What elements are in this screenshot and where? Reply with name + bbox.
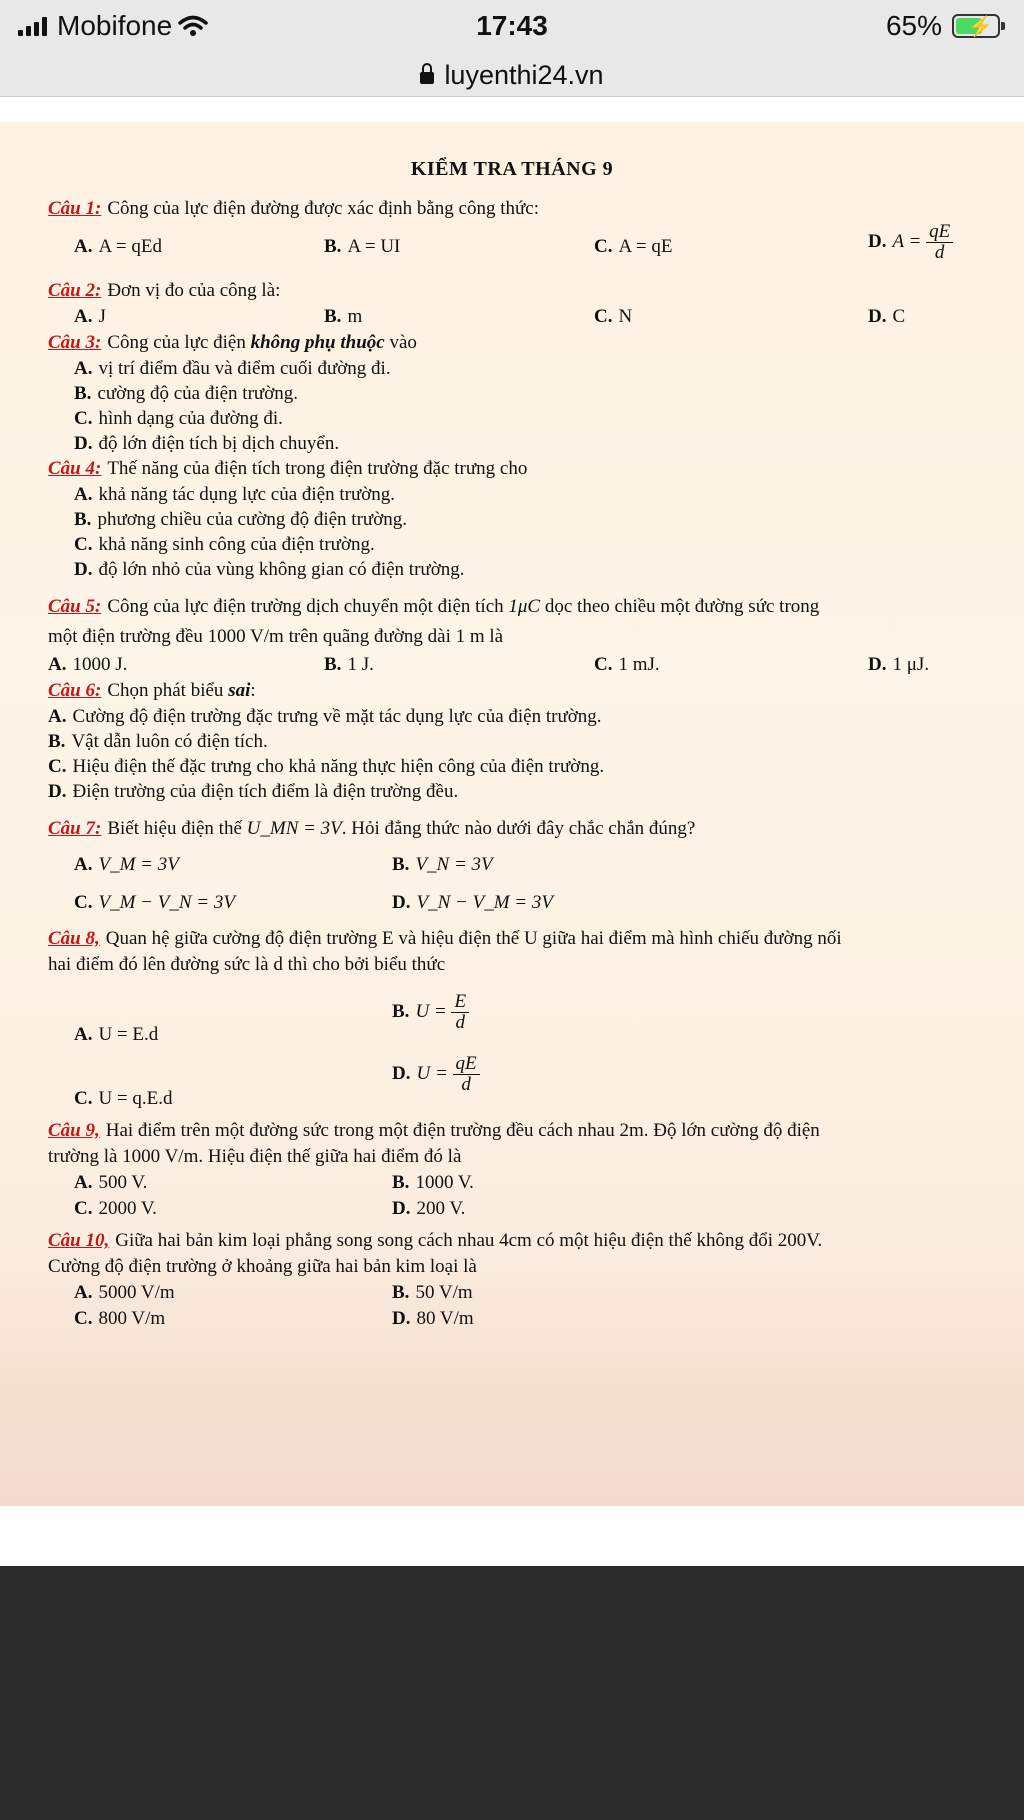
q5-option-b: B. 1 J. bbox=[324, 654, 374, 675]
question-1: Câu 1: Công của lực điện đường được xác định bằng công thức: bbox=[48, 198, 540, 219]
q4-option-d: D. độ lớn nhỏ của vùng không gian có điện trường. bbox=[74, 559, 465, 580]
address-bar[interactable] bbox=[0, 54, 1024, 97]
question-8-cont: hai điểm đó lên đường sức là d thì cho bởi biểu thức bbox=[48, 954, 446, 975]
page-title: KIỂM TRA THÁNG 9 bbox=[410, 158, 614, 180]
question-3: Câu 3: Công của lực điện không phụ thuộc vào bbox=[48, 332, 417, 353]
q8-option-d: D. U = $\frac{qE}{d}$ bbox=[392, 1054, 480, 1095]
exam-document bbox=[0, 122, 1024, 1506]
question-8: Câu 8, Quan hệ giữa cường độ điện trường E và hiệu điện thế U giữa hai điểm mà hình chiếu đường nối bbox=[48, 928, 842, 949]
lock-icon bbox=[420, 72, 434, 84]
q5-option-d: D. 1 μJ. bbox=[868, 654, 930, 675]
url-text[interactable]: luyenthi24.vn bbox=[444, 59, 604, 90]
q3-option-c: C. hình dạng của đường đi. bbox=[74, 408, 283, 429]
q6-option-c: C. Hiệu điện thế đặc trưng cho khả năng thực hiện công của điện trường. bbox=[48, 756, 605, 777]
q9-option-b: B. 1000 V. bbox=[392, 1172, 474, 1193]
q6-option-b: B. Vật dẫn luôn có điện tích. bbox=[48, 731, 268, 752]
q2-option-a: A. J bbox=[74, 306, 106, 327]
question-9: Câu 9, Hai điểm trên một đường sức trong một điện trường đều cách nhau 2m. Độ lớn cường độ điện bbox=[48, 1120, 820, 1141]
q3-option-d: D. độ lớn điện tích bị dịch chuyển. bbox=[74, 433, 340, 454]
q10-option-d: D. 80 V/m bbox=[392, 1308, 474, 1329]
q7-option-b: B. V_N = 3V bbox=[392, 854, 493, 875]
q2-option-c: C. N bbox=[594, 306, 633, 327]
question-7: Câu 7: Biết hiệu điện thế U_MN = 3V. Hỏi đẳng thức nào dưới đây chắc chắn đúng? bbox=[48, 818, 696, 839]
q1-option-d: D. A = $\frac{qE}{d}$ bbox=[868, 222, 953, 263]
empty-bottom-area bbox=[0, 1566, 1024, 1820]
q9-option-a: A. 500 V. bbox=[74, 1172, 148, 1193]
carrier-name: Mobifone bbox=[57, 10, 173, 41]
q7-option-d: D. V_N − V_M = 3V bbox=[392, 892, 553, 913]
q8-option-b: B. U = $\frac{E}{d}$ bbox=[392, 992, 469, 1033]
q6-option-a: A. Cường độ điện trường đặc trưng về mặt tác dụng lực của điện trường. bbox=[48, 706, 602, 727]
q8-option-a: A. U = E.d bbox=[74, 1024, 159, 1045]
clock: 17:43 bbox=[476, 10, 548, 41]
q7-option-c: C. V_M − V_N = 3V bbox=[74, 892, 235, 913]
q6-option-d: D. Điện trường của điện tích điểm là điện trường đều. bbox=[48, 781, 459, 802]
question-9-cont: trường là 1000 V/m. Hiệu điện thế giữa hai điểm đó là bbox=[48, 1146, 462, 1167]
q4-option-c: C. khả năng sinh công của điện trường. bbox=[74, 534, 375, 555]
battery-percent: 65% bbox=[885, 10, 942, 41]
q2-option-d: D. C bbox=[868, 306, 906, 327]
question-4: Câu 4: Thế năng của điện tích trong điện trường đặc trưng cho bbox=[48, 458, 528, 479]
q2-option-b: B. m bbox=[324, 306, 363, 327]
question-10: Câu 10, Giữa hai bản kim loại phẳng song song cách nhau 4cm có một hiệu điện thế không đổi 200V. bbox=[48, 1230, 823, 1251]
q9-option-c: C. 2000 V. bbox=[74, 1198, 157, 1219]
question-2: Câu 2: Đơn vị đo của công là: bbox=[48, 280, 281, 301]
q4-option-b: B. phương chiều của cường độ điện trường. bbox=[74, 509, 407, 530]
status-bar bbox=[0, 0, 1024, 54]
q1-option-b: B. A = UI bbox=[324, 236, 401, 257]
q10-option-a: A. 5000 V/m bbox=[74, 1282, 175, 1303]
q5-option-c: C. 1 mJ. bbox=[594, 654, 660, 675]
q1-option-a: A. A = qEd bbox=[74, 236, 162, 257]
q10-option-c: C. 800 V/m bbox=[74, 1308, 166, 1329]
question-5: Câu 5: Công của lực điện trường dịch chuyển một điện tích 1μC dọc theo chiều một đường sức trong bbox=[48, 596, 820, 617]
q9-option-d: D. 200 V. bbox=[392, 1198, 466, 1219]
question-6: Câu 6: Chọn phát biểu sai: bbox=[48, 680, 256, 701]
q7-option-a: A. V_M = 3V bbox=[74, 854, 179, 875]
q4-option-a: A. khả năng tác dụng lực của điện trường. bbox=[74, 484, 396, 505]
q3-option-a: A. vị trí điểm đầu và điểm cuối đường đi. bbox=[74, 358, 391, 379]
question-10-cont: Cường độ điện trường ở khoảng giữa hai bản kim loại là bbox=[48, 1256, 477, 1277]
q10-option-b: B. 50 V/m bbox=[392, 1282, 473, 1303]
q5-option-a: A. 1000 J. bbox=[48, 654, 128, 675]
battery-charging-icon: ⚡ bbox=[952, 14, 1000, 38]
q8-option-c: C. U = q.E.d bbox=[74, 1088, 173, 1109]
q1-option-c: C. A = qE bbox=[594, 236, 673, 257]
q3-option-b: B. cường độ của điện trường. bbox=[74, 383, 298, 404]
question-5-cont: một điện trường đều 1000 V/m trên quãng đường dài 1 m là bbox=[48, 626, 504, 647]
